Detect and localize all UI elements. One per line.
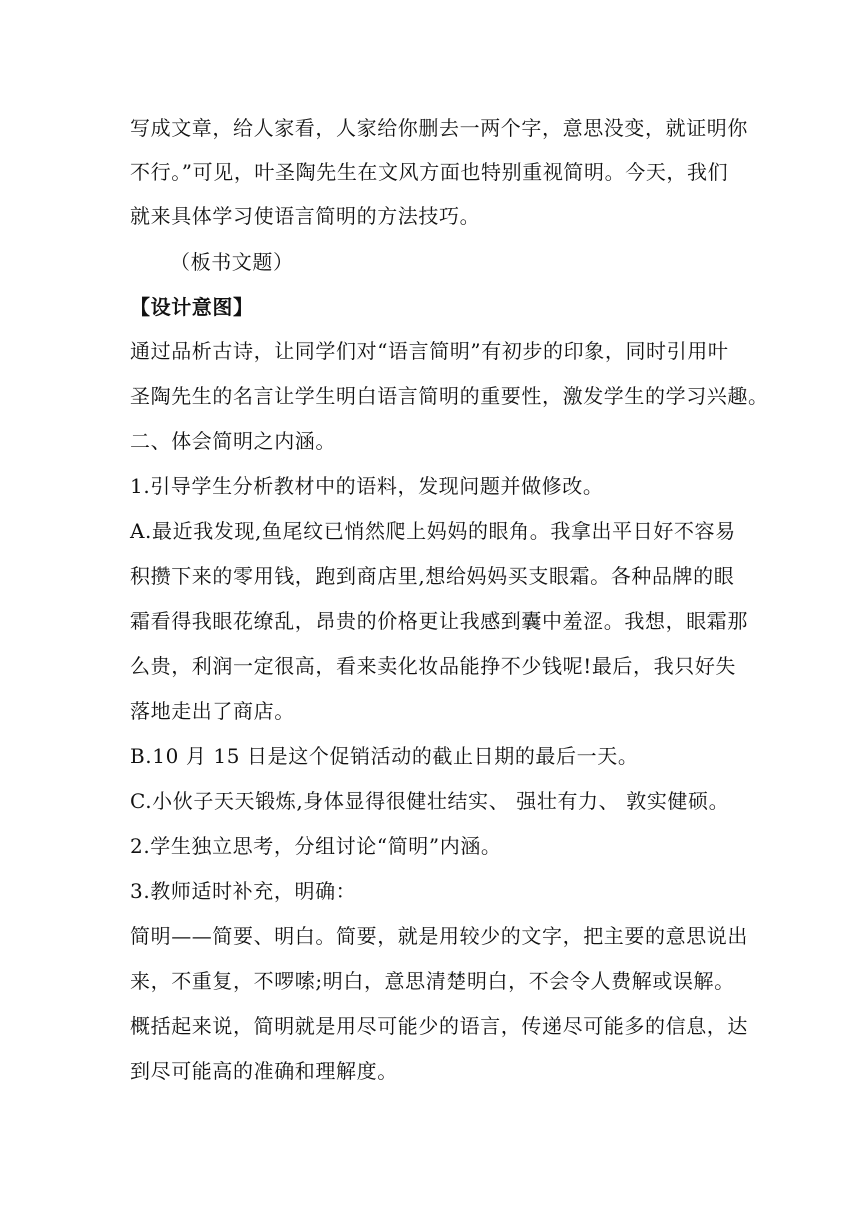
list-item: 1.引导学生分析教材中的语料，发现问题并做修改。 <box>130 474 604 498</box>
paragraph-line: 不行。”可见，叶圣陶先生在文风方面也特别重视简明。今天，我们 <box>130 160 729 184</box>
example-line: 么贵，利润一定很高，看来卖化妆品能挣不少钱呢!最后，我只好失 <box>130 654 737 678</box>
paragraph-line: 圣陶先生的名言让学生明白语言简明的重要性，激发学生的学习兴趣。 <box>130 384 769 408</box>
board-note: （板书文题） <box>170 250 294 274</box>
paragraph-line: 到尽可能高的准确和理解度。 <box>130 1059 398 1083</box>
section-heading: 二、体会简明之内涵。 <box>130 429 336 453</box>
paragraph-line: 概括起来说，简明就是用尽可能少的语言，传递尽可能多的信息，达 <box>130 1014 748 1038</box>
example-line: C.小伙子天天锻炼,身体显得很健壮结实、 强壮有力、 敦实健硕。 <box>130 789 730 813</box>
list-item: 3.教师适时补充，明确： <box>130 879 357 903</box>
paragraph-line: 通过品析古诗，让同学们对“语言简明”有初步的印象，同时引用叶 <box>130 339 729 363</box>
example-line: A.最近我发现,鱼尾纹已悄然爬上妈妈的眼角。我拿出平日好不容易 <box>130 519 736 543</box>
example-line: 积攒下来的零用钱，跑到商店里,想给妈妈买支眼霜。各种品牌的眼 <box>130 564 735 588</box>
example-line: B.10 月 15 日是这个促销活动的截止日期的最后一天。 <box>130 744 639 768</box>
paragraph-line: 就来具体学习使语言简明的方法技巧。 <box>130 204 481 228</box>
paragraph-line: 写成文章，给人家看，人家给你删去一两个字，意思没变，就证明你 <box>130 116 748 140</box>
example-line: 落地走出了商店。 <box>130 699 295 723</box>
example-line: 霜看得我眼花缭乱，昂贵的价格更让我感到囊中羞涩。我想，眼霜那 <box>130 609 748 633</box>
section-heading-design-intent: 【设计意图】 <box>130 295 254 319</box>
paragraph-line: 简明——简要、明白。简要，就是用较少的文字，把主要的意思说出 <box>130 924 748 948</box>
paragraph-line: 来，不重复，不啰嗦;明白，意思清楚明白，不会令人费解或误解。 <box>130 969 735 993</box>
list-item: 2.学生独立思考，分组讨论“简明”内涵。 <box>130 834 502 858</box>
